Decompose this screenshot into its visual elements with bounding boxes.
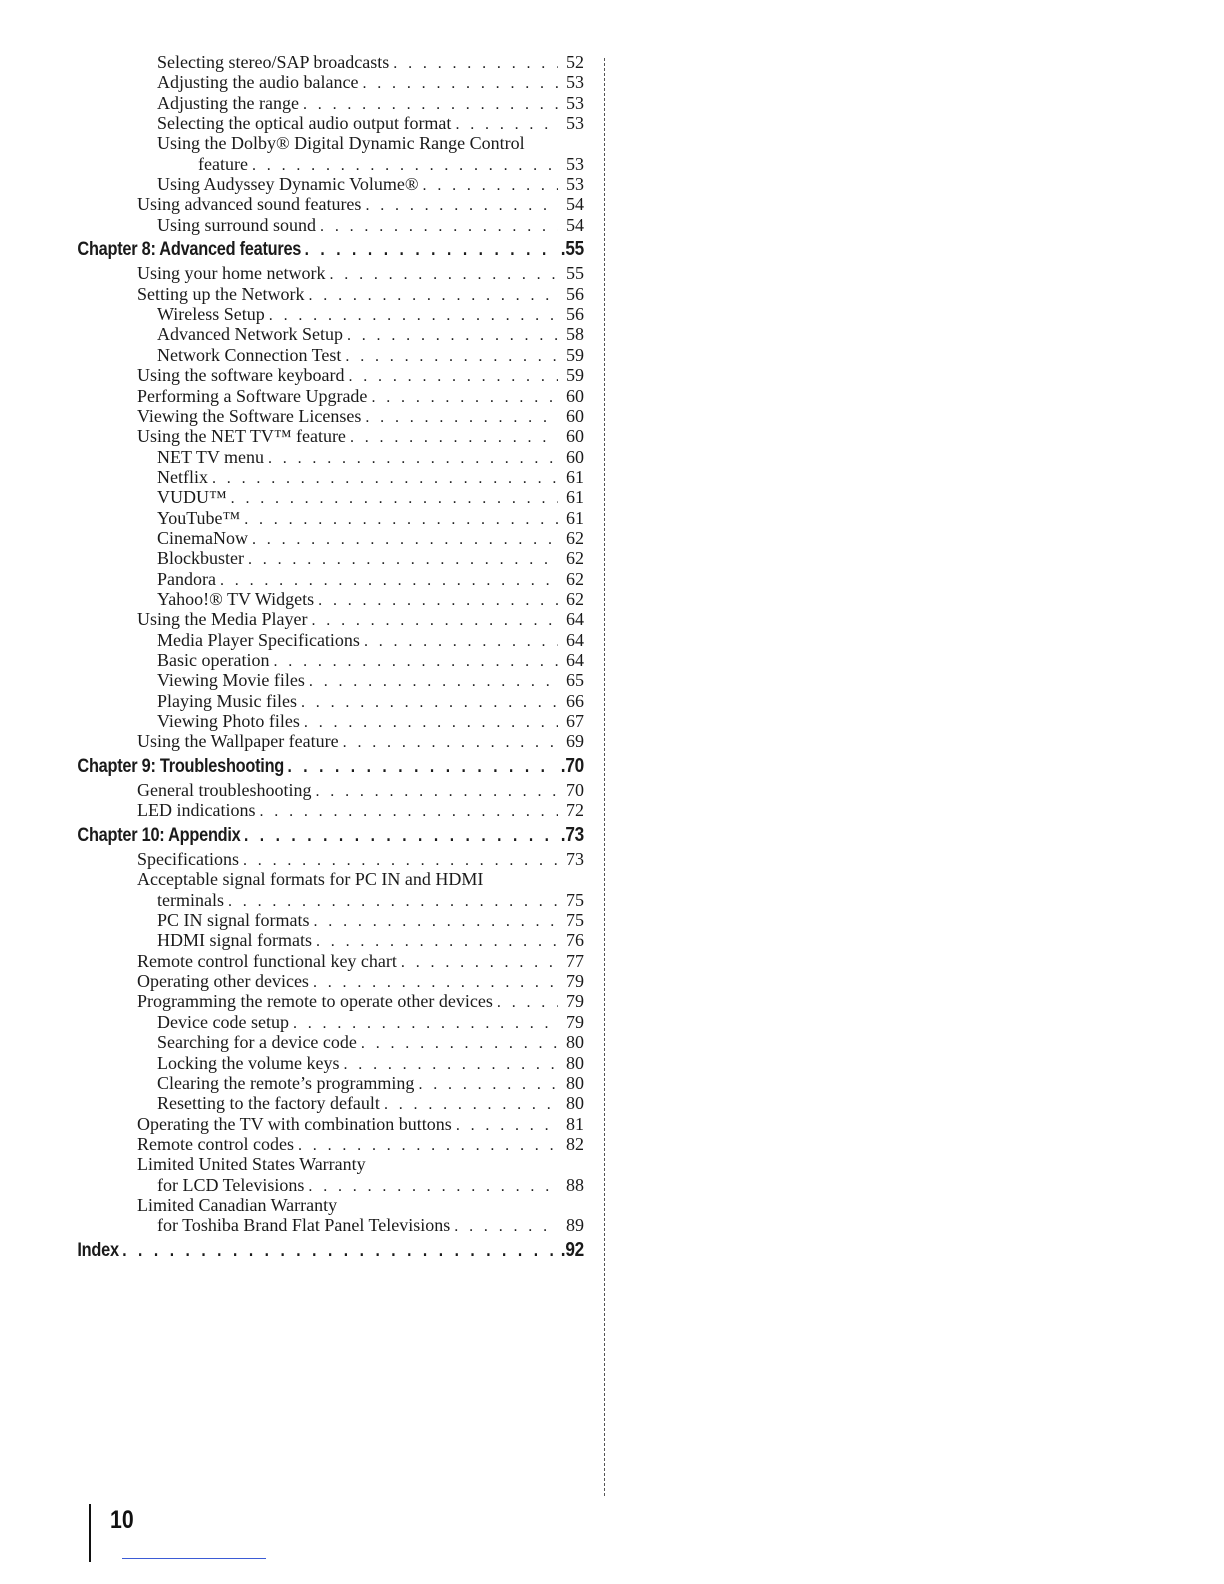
toc-entry-title: for Toshiba Brand Flat Panel Televisions [157,1215,454,1235]
toc-entry [0,1053,584,1073]
toc-entry [0,386,584,406]
toc-entry [0,548,584,568]
toc-page-number: 80 [566,1093,584,1114]
toc-entry-title: Chapter 8: Advanced features [77,240,304,259]
toc-entry-title: Pandora [157,569,220,589]
toc-dot-leader [455,115,558,133]
toc-entry-title: CinemaNow [157,528,252,548]
toc-page-number: 65 [566,670,584,691]
toc-entry [0,849,584,869]
toc-entry-title: Setting up the Network [137,284,308,304]
toc-dot-leader [212,469,558,487]
toc-entry [0,406,584,426]
toc-entry-title: Adjusting the audio balance [157,72,362,92]
toc-entry-title: Netflix [157,467,212,487]
toc-entry [0,93,584,113]
toc-entry-title: Playing Music files [157,691,301,711]
toc-dot-leader [345,347,558,365]
toc-entry-title: Basic operation [157,650,273,670]
toc-dot-leader [315,782,558,800]
toc-entry-title: Adjusting the range [157,93,303,113]
toc-page-number: 60 [566,426,584,447]
toc-page-number: 53 [566,92,584,113]
toc-entry-title: Advanced Network Setup [157,324,347,344]
toc-dot-leader [122,1240,557,1260]
toc-entry-title: Locking the volume keys [157,1053,343,1073]
toc-dot-leader [231,489,558,507]
toc-page-number: 56 [566,304,584,325]
toc-entry [0,284,584,304]
toc-dot-leader [343,733,558,751]
toc-entry-title: Using Audyssey Dynamic Volume® [157,174,423,194]
toc-entry [0,800,584,820]
toc-dot-leader [320,217,558,235]
toc-dot-leader [308,1177,558,1195]
toc-page-number: 58 [566,324,584,345]
toc-page-number: 62 [566,548,584,569]
toc-entry-title: Using the Dolby® Digital Dynamic Range Control [157,133,529,153]
toc-entry [0,910,584,930]
toc-dot-leader [348,367,558,385]
toc-entry-title: terminals [157,890,228,910]
toc-entry-title: VUDU™ [157,487,231,507]
toc-dot-leader [248,550,558,568]
toc-chapter-entry [0,1240,584,1260]
toc-dot-leader [311,611,558,629]
toc-entry-title: Viewing the Software Licenses [137,406,365,426]
toc-page-number: 60 [566,405,584,426]
toc-entry-title: Viewing Movie files [157,670,309,690]
toc-entry [0,508,584,528]
toc-dot-leader [350,428,558,446]
toc-page-number: 80 [566,1072,584,1093]
toc-dot-leader [401,953,558,971]
toc-entry-title: Media Player Specifications [157,630,364,650]
toc-entry-title: LED indications [137,800,259,820]
toc-page-number: 79 [566,971,584,992]
page-number: 10 [110,1506,134,1534]
toc-dot-leader [318,591,558,609]
toc-page-number: 54 [566,214,584,235]
toc-dot-leader [316,932,558,950]
toc-page-number: 82 [566,1133,584,1154]
toc-page-number: .70 [560,755,584,777]
toc-entry-title: Using your home network [137,263,329,283]
toc-entry [0,670,584,690]
toc-page-number: .55 [560,239,584,260]
toc-page-number: 73 [566,849,584,870]
toc-entry-title: Selecting stereo/SAP broadcasts [157,52,393,72]
toc-page-number: 66 [566,690,584,711]
toc-chapter-entry [0,756,584,776]
toc-dot-leader [301,693,558,711]
toc-page-number: 53 [566,113,584,134]
toc-entry [0,609,584,629]
column-divider [604,58,605,1496]
toc-entry [0,1175,584,1195]
toc-dot-leader [308,286,558,304]
toc-entry-title: Using the NET TV™ feature [137,426,350,446]
toc-dot-leader [384,1095,558,1113]
toc-page-number: 53 [566,174,584,195]
toc-entry [0,971,584,991]
toc-entry [0,1073,584,1093]
toc-entry [0,174,584,194]
toc-entry-title: Limited United States Warranty [137,1154,370,1174]
toc-dot-leader [273,652,558,670]
toc-page-number: 75 [566,889,584,910]
toc-entry-title: Operating the TV with combination buttons [137,1114,456,1134]
toc-dot-leader [365,196,558,214]
toc-entry [0,1195,584,1215]
toc-entry [0,1093,584,1113]
toc-entry [0,1215,584,1235]
toc-page-number: 59 [566,365,584,386]
toc-page-number: 61 [566,507,584,528]
toc-page-number: .73 [560,824,584,846]
toc-chapter-entry [0,825,584,845]
toc-entry-title: Acceptable signal formats for PC IN and HDMI [137,869,487,889]
toc-entry-title: Specifications [137,849,243,869]
toc-page-number: 56 [566,283,584,304]
toc-dot-leader [393,54,558,72]
toc-page-number: 52 [566,52,584,72]
toc-entry-title: Index [77,1241,122,1260]
toc-entry-title: General troubleshooting [137,780,315,800]
toc-entry [0,569,584,589]
page-number-rule [89,1504,91,1562]
toc-dot-leader [329,265,558,283]
toc-dot-leader [313,973,558,991]
footer-underline [122,1558,266,1559]
toc-entry [0,991,584,1011]
toc-entry [0,630,584,650]
toc-page-number: 61 [566,466,584,487]
toc-dot-leader [305,239,558,259]
toc-dot-leader [423,176,558,194]
toc-entry [0,304,584,324]
toc-page-number: 89 [566,1215,584,1236]
toc-entry [0,133,584,153]
toc-page-number: 62 [566,588,584,609]
toc-entry [0,467,584,487]
toc-dot-leader [497,993,558,1011]
toc-entry-title: Remote control functional key chart [137,951,401,971]
toc-page-number: 60 [566,446,584,467]
toc-entry [0,1114,584,1134]
toc-entry-title: Searching for a device code [157,1032,361,1052]
toc-entry-title: Network Connection Test [157,345,345,365]
toc-entry [0,447,584,467]
toc-dot-leader [252,530,558,548]
toc-page-number: 80 [566,1032,584,1053]
toc-dot-leader [371,388,558,406]
toc-dot-leader [343,1055,558,1073]
toc-page-number: 79 [566,991,584,1012]
toc-entry-title: Viewing Photo files [157,711,304,731]
toc-entry [0,691,584,711]
toc-entry-title: YouTube™ [157,508,244,528]
toc-entry-title: Chapter 9: Troubleshooting [77,757,287,776]
toc-entry [0,194,584,214]
toc-dot-leader [365,408,558,426]
toc-dot-leader [314,912,559,930]
toc-page-number: 59 [566,344,584,365]
toc-entry-title: for LCD Televisions [157,1175,308,1195]
toc-entry [0,650,584,670]
toc-entry [0,215,584,235]
toc-page-number: 79 [566,1011,584,1032]
toc-entry [0,1032,584,1052]
toc-page-number: 62 [566,568,584,589]
toc-entry [0,589,584,609]
toc-entry-title: Selecting the optical audio output format [157,113,455,133]
toc-entry [0,345,584,365]
toc-entry-title: Resetting to the factory default [157,1093,384,1113]
toc-page-number: 76 [566,930,584,951]
toc-entry-title: Remote control codes [137,1134,298,1154]
toc-dot-leader [268,449,558,467]
toc-page-number: 72 [566,800,584,821]
toc-entry-title: Yahoo!® TV Widgets [157,589,318,609]
toc-entry [0,263,584,283]
toc-dot-leader [259,802,558,820]
toc-page-number: 67 [566,711,584,731]
toc-entry [0,324,584,344]
toc-dot-leader [454,1217,558,1235]
toc-entry-title: Operating other devices [137,971,313,991]
toc-dot-leader [269,306,558,324]
toc-page-number: 54 [566,194,584,215]
toc-entry [0,528,584,548]
toc-dot-leader [309,672,558,690]
toc-entry-title: Wireless Setup [157,304,269,324]
toc-entry [0,711,584,731]
toc-page-number: 53 [566,153,584,174]
toc-page-number: 60 [566,385,584,406]
toc-entry [0,52,584,72]
toc-entry-title: Programming the remote to operate other devices [137,991,497,1011]
toc-dot-leader [362,74,558,92]
toc-page-number: 70 [566,780,584,801]
toc-entry-title: Limited Canadian Warranty [137,1195,341,1215]
toc-entry-title: Blockbuster [157,548,248,568]
toc-page-number: 53 [566,72,584,93]
toc-dot-leader [243,851,558,869]
table-of-contents [0,52,600,1264]
toc-page-number: 64 [566,649,584,670]
toc-entry-title: Clearing the remote’s programming [157,1073,418,1093]
toc-entry-title: Using advanced sound features [137,194,365,214]
toc-dot-leader [252,156,558,174]
toc-dot-leader [361,1034,558,1052]
toc-dot-leader [364,632,558,650]
toc-entry-title: Using the software keyboard [137,365,348,385]
toc-entry-title: Using the Wallpaper feature [137,731,343,751]
toc-entry-title: Chapter 10: Appendix [77,826,244,845]
toc-entry-title: Device code setup [157,1012,293,1032]
toc-entry [0,365,584,385]
toc-entry [0,780,584,800]
toc-dot-leader [244,825,557,845]
toc-entry [0,487,584,507]
toc-page-number: 62 [566,527,584,548]
toc-dot-leader [287,756,557,776]
toc-entry [0,951,584,971]
toc-page-number: 55 [566,263,584,284]
toc-entry [0,890,584,910]
toc-entry-title: NET TV menu [157,447,268,467]
toc-dot-leader [244,510,558,528]
toc-entry-title: Performing a Software Upgrade [137,386,371,406]
toc-dot-leader [228,892,558,910]
toc-entry [0,113,584,133]
toc-page-number: 81 [566,1113,584,1134]
toc-dot-leader [293,1014,558,1032]
toc-entry-title: HDMI signal formats [157,930,316,950]
toc-entry-title: PC IN signal formats [157,910,314,930]
toc-entry [0,1134,584,1154]
toc-dot-leader [347,326,558,344]
toc-dot-leader [418,1075,558,1093]
toc-page-number: 75 [566,910,584,931]
toc-entry [0,1154,584,1174]
toc-entry-title: feature [198,154,252,174]
toc-page-number: 64 [566,609,584,630]
toc-page-number: 77 [566,950,584,971]
toc-entry [0,869,584,889]
toc-dot-leader [220,571,558,589]
toc-dot-leader [303,95,558,113]
toc-entry [0,731,584,751]
toc-page-number: 61 [566,487,584,508]
toc-chapter-entry [0,239,584,259]
toc-page-number: 88 [566,1174,584,1195]
toc-page-number: 64 [566,629,584,650]
toc-entry [0,930,584,950]
toc-entry-title: Using surround sound [157,215,320,235]
toc-entry-title: Using the Media Player [137,609,311,629]
toc-dot-leader [298,1136,558,1154]
toc-entry [0,1012,584,1032]
toc-page-number: 80 [566,1052,584,1073]
toc-dot-leader [456,1116,558,1134]
toc-entry [0,426,584,446]
toc-entry [0,72,584,92]
toc-entry [0,154,584,174]
toc-dot-leader [304,713,558,731]
toc-page-number: .92 [560,1239,584,1260]
toc-page-number: 69 [566,731,584,752]
